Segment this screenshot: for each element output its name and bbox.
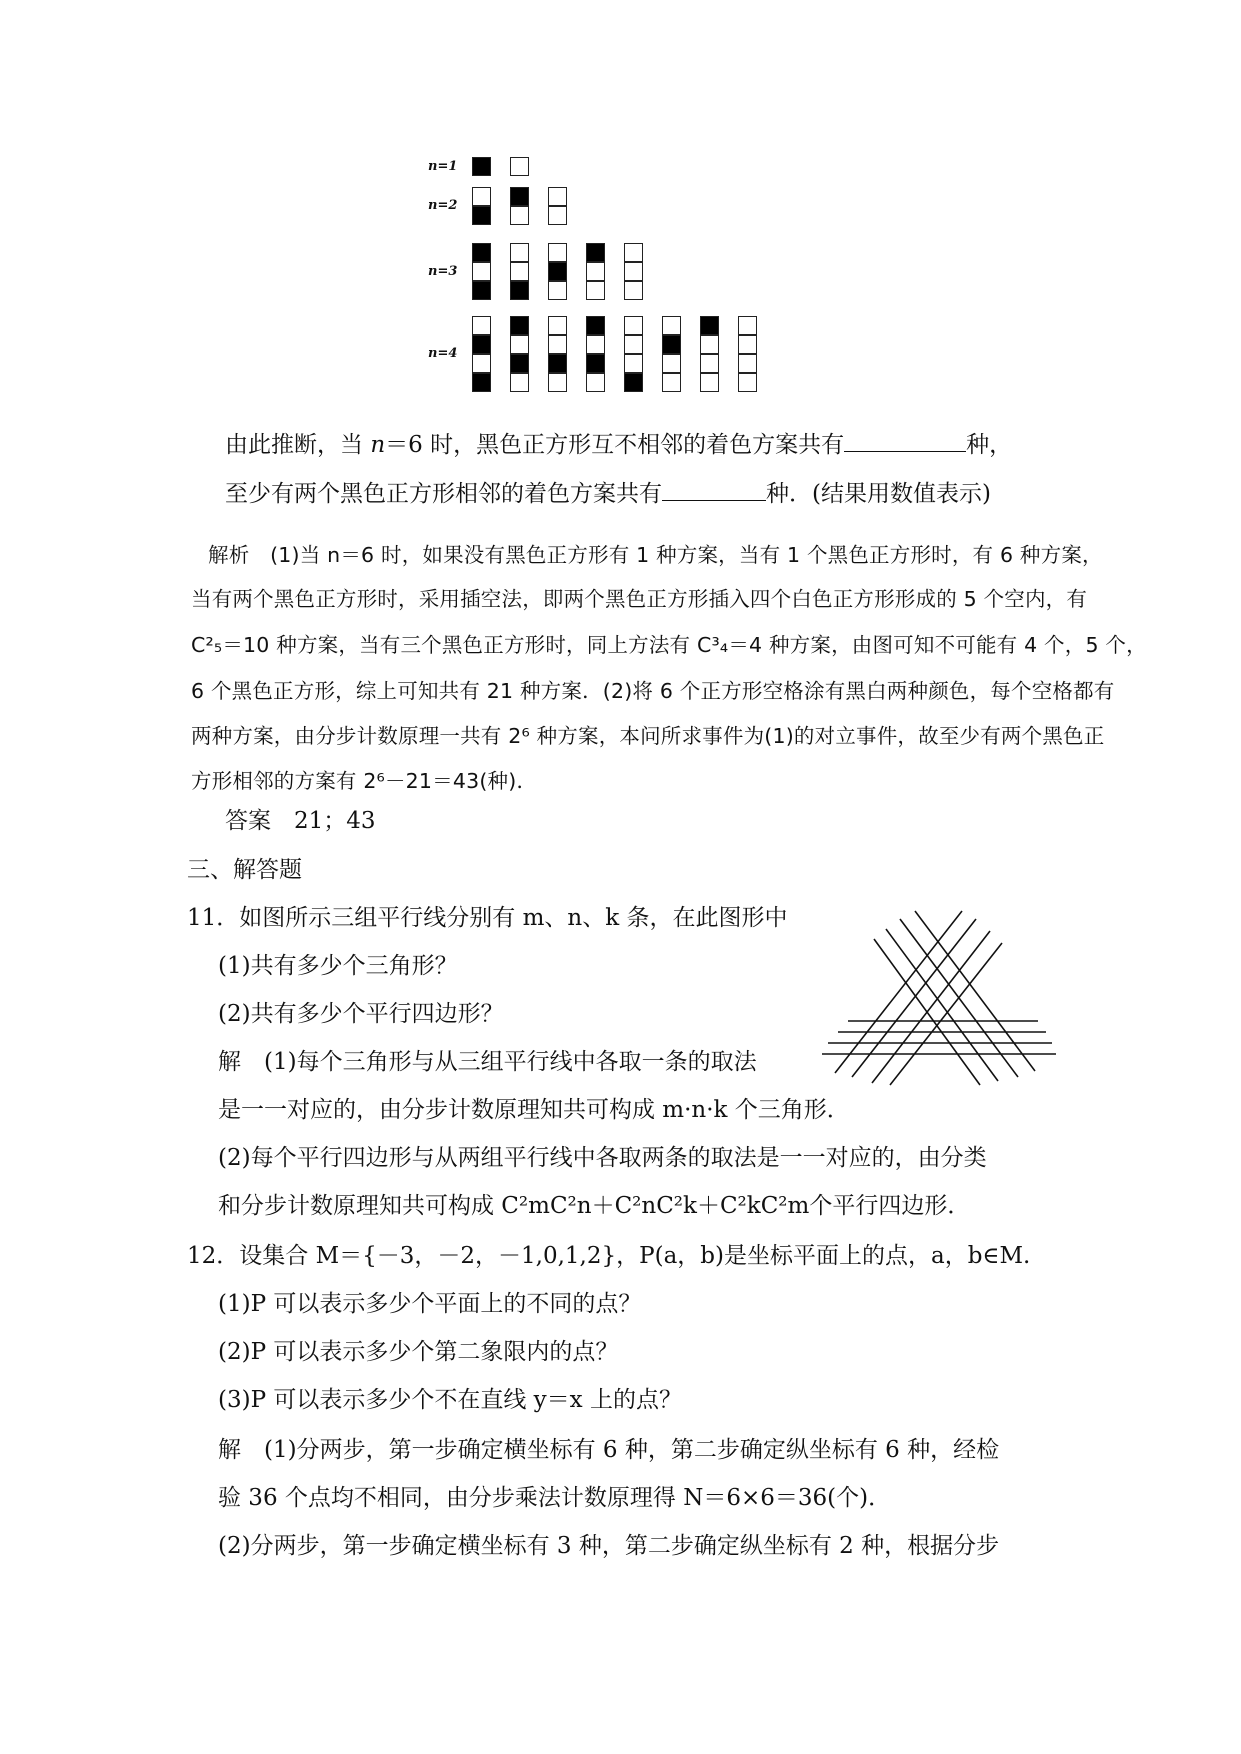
white-square <box>586 373 605 392</box>
white-square <box>472 354 491 373</box>
white-square <box>548 373 567 392</box>
white-square <box>510 262 529 281</box>
white-square <box>624 335 643 354</box>
white-square <box>624 316 643 335</box>
analysis-line-1: 解析 (1)当 n＝6 时，如果没有黑色正方形有 1 种方案，当有 1 个黑色正方形时，有 6 种方案， <box>208 543 1103 567</box>
white-square <box>472 187 491 206</box>
q12-solution-1a: 解 (1)分两步，第一步确定横坐标有 6 种，第二步确定纵坐标有 6 种，经检 <box>218 1437 1000 1463</box>
parallel-lines-figure <box>820 905 1060 1090</box>
white-square <box>662 316 681 335</box>
analysis-line-6: 方形相邻的方案有 2⁶－21＝43(种)． <box>191 769 538 793</box>
white-square <box>472 316 491 335</box>
white-square <box>472 262 491 281</box>
q12-solution-1b: 验 36 个点均不相同，由分步乘法计数原理得 N＝6×6＝36(个)． <box>218 1485 892 1511</box>
white-square <box>738 335 757 354</box>
white-square <box>624 243 643 262</box>
q10-text: ＝6 时，黑色正方形互不相邻的着色方案共有 <box>385 432 845 458</box>
white-square <box>586 262 605 281</box>
white-square <box>624 354 643 373</box>
white-square <box>738 373 757 392</box>
black-square <box>586 243 605 262</box>
row-label: n=2 <box>428 198 458 213</box>
q10-text: 种．(结果用数值表示) <box>766 481 991 507</box>
black-square <box>548 262 567 281</box>
white-square <box>700 335 719 354</box>
white-square <box>510 335 529 354</box>
section-heading: 三、解答题 <box>187 857 302 883</box>
q12-part-1: (1)P 可以表示多少个平面上的不同的点？ <box>218 1291 642 1317</box>
white-square <box>510 206 529 225</box>
white-square <box>624 262 643 281</box>
white-square <box>738 354 757 373</box>
q11-solution-2b: 和分步计数原理知共可构成 C²mC²n＋C²nC²k＋C²kC²m个平行四边形． <box>218 1193 971 1219</box>
black-square <box>472 206 491 225</box>
black-square <box>510 354 529 373</box>
q10-line2 <box>225 479 991 509</box>
black-square <box>510 281 529 300</box>
white-square <box>510 373 529 392</box>
coloring-figure <box>420 150 760 410</box>
analysis-line-3: C²₅＝10 种方案，当有三个黑色正方形时，同上方法有 C³₄＝4 种方案，由图可知不可能有 4 个，5 个， <box>191 633 1147 657</box>
white-square <box>548 187 567 206</box>
black-square <box>586 316 605 335</box>
black-square <box>472 243 491 262</box>
q12-solution-2a: (2)分两步，第一步确定横坐标有 3 种，第二步确定纵坐标有 2 种，根据分步 <box>218 1533 1000 1559</box>
answer-line: 答案 21；43 <box>225 808 376 834</box>
q11-stem: 11．如图所示三组平行线分别有 m、n、k 条，在此图形中 <box>187 905 788 931</box>
white-square <box>548 335 567 354</box>
white-square <box>548 281 567 300</box>
q12-part-3: (3)P 可以表示多少个不在直线 y＝x 上的点？ <box>218 1387 682 1413</box>
black-square <box>548 354 567 373</box>
white-square <box>624 281 643 300</box>
white-square <box>548 316 567 335</box>
row-label: n=4 <box>428 346 458 361</box>
black-square <box>472 157 491 176</box>
q11-solution-1a: 解 (1)每个三角形与从三组平行线中各取一条的取法 <box>218 1049 757 1075</box>
q10-var-n: n <box>370 432 386 458</box>
black-square <box>472 281 491 300</box>
answer-blank-2[interactable] <box>662 480 766 501</box>
black-square <box>472 335 491 354</box>
answer-blank-1[interactable] <box>844 431 966 452</box>
white-square <box>510 157 529 176</box>
row-label: n=3 <box>428 263 458 279</box>
black-square <box>586 354 605 373</box>
q10-text: 至少有两个黑色正方形相邻的着色方案共有 <box>225 481 662 507</box>
black-square <box>510 187 529 206</box>
q10-line1 <box>225 430 1012 460</box>
analysis-line-4: 6 个黑色正方形，综上可知共有 21 种方案．(2)将 6 个正方形空格涂有黑白两种颜色，每个空格都有 <box>191 679 1115 703</box>
white-square <box>662 373 681 392</box>
white-square <box>700 354 719 373</box>
black-square <box>472 373 491 392</box>
q11-solution-2a: (2)每个平行四边形与从两组平行线中各取两条的取法是一一对应的，由分类 <box>218 1145 987 1171</box>
q12-stem: 12．设集合 M＝{－3，－2，－1,0,1,2}，P(a，b)是坐标平面上的点，a，b∈M. <box>187 1243 1031 1269</box>
q11-part-1: (1)共有多少个三角形？ <box>218 953 458 979</box>
black-square <box>700 316 719 335</box>
white-square <box>586 281 605 300</box>
black-square <box>510 316 529 335</box>
row-label: n=1 <box>428 158 458 174</box>
white-square <box>700 373 719 392</box>
black-square <box>662 335 681 354</box>
white-square <box>548 243 567 262</box>
white-square <box>548 206 567 225</box>
q10-text: 种， <box>966 432 1013 458</box>
white-square <box>510 243 529 262</box>
q11-solution-1b: 是一一对应的，由分步计数原理知共可构成 m·n·k 个三角形． <box>218 1097 850 1123</box>
q10-text: 由此推断，当 <box>225 432 371 458</box>
analysis-line-5: 两种方案，由分步计数原理一共有 2⁶ 种方案，本问所求事件为(1)的对立事件，故至少有两个黑色正 <box>191 724 1105 748</box>
q11-part-2: (2)共有多少个平行四边形？ <box>218 1001 504 1027</box>
q12-part-2: (2)P 可以表示多少个第二象限内的点？ <box>218 1339 619 1365</box>
analysis-line-2: 当有两个黑色正方形时，采用插空法，即两个黑色正方形插入四个白色正方形形成的 5 个空内，有 <box>191 587 1088 611</box>
white-square <box>586 335 605 354</box>
white-square <box>662 354 681 373</box>
black-square <box>624 373 643 392</box>
white-square <box>738 316 757 335</box>
